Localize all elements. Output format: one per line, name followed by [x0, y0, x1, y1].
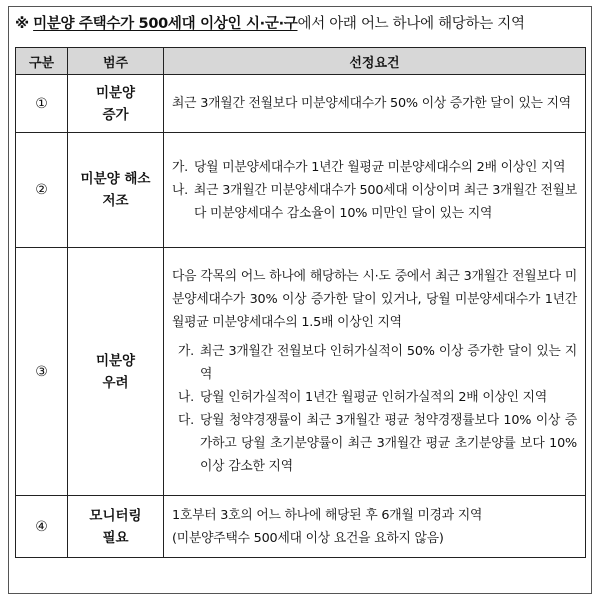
heading-highlight: 미분양 주택수가 500세대 이상인 시·군·구: [33, 16, 298, 32]
row-criteria: [164, 75, 586, 133]
header-no: 구분: [16, 48, 68, 75]
criteria-table: [15, 47, 586, 558]
row-criteria: [164, 496, 586, 558]
row-criteria: [164, 133, 586, 248]
row-category: 미분양 증가: [68, 75, 164, 133]
criteria-item: [172, 156, 577, 179]
criteria-item: [178, 386, 577, 409]
criteria-intro: 다음 각목의 어느 하나에 해당하는 시·도 중에서 최근 3개월간 전월보다 미분양세대수가 30% 이상 증가한 달이 있거나, 당월 미분양세대수가 1년간 월평균 미분양세대수의 1.5배 이상인 지역: [172, 269, 577, 330]
header-criteria: 선정요건: [164, 48, 586, 75]
row-number: ③: [16, 248, 68, 496]
criteria-line: 1호부터 3호의 어느 하나에 해당된 후 6개월 미경과 지역: [172, 507, 483, 523]
item-label: 나.: [178, 390, 195, 405]
row-criteria: [164, 248, 586, 496]
heading-rest: 에서 아래 어느 하나에 해당하는 지역: [297, 16, 525, 32]
header-category: 범주: [68, 48, 164, 75]
row-number: ④: [16, 496, 68, 558]
item-label: 가.: [172, 159, 189, 175]
item-text: 최근 3개월간 전월보다 인허가실적이 50% 이상 증가한 달이 있는 지역: [200, 344, 577, 382]
table-row: [16, 133, 586, 248]
heading: [15, 13, 585, 47]
document-frame: [8, 6, 592, 594]
table-header-row: [16, 48, 586, 75]
row-category: 모니터링 필요: [68, 496, 164, 558]
row-number: ②: [16, 133, 68, 248]
criteria-sublist: [172, 340, 577, 478]
item-text: 최근 3개월간 미분양세대수가 500세대 이상이며 최근 3개월간 전월보다 미분양세대수 감소율이 10% 미만인 달이 있는 지역: [194, 182, 577, 221]
table-row: [16, 496, 586, 558]
item-text: 당월 청약경쟁률이 최근 3개월간 평균 청약경쟁률보다 10% 이상 증가하고 당월 초기분양률이 최근 3개월간 평균 초기분양률 보다 10% 이상 감소한 지역: [200, 413, 577, 474]
reference-mark: ※: [15, 16, 29, 32]
table-row: [16, 75, 586, 133]
item-label: 가.: [178, 344, 195, 359]
table-row: [16, 248, 586, 496]
item-text: 당월 미분양세대수가 1년간 월평균 미분양세대수의 2배 이상인 지역: [194, 159, 566, 175]
item-label: 나.: [172, 182, 189, 198]
row-category: 미분양 해소 저조: [68, 133, 164, 248]
row-category: 미분양 우려: [68, 248, 164, 496]
criteria-text: 최근 3개월간 전월보다 미분양세대수가 50% 이상 증가한 달이 있는 지역: [172, 96, 571, 111]
criteria-item: [178, 340, 577, 386]
criteria-item: [172, 179, 577, 225]
row-number: ①: [16, 75, 68, 133]
criteria-note: (미분양주택수 500세대 이상 요건을 요하지 않음): [172, 530, 444, 546]
item-text: 당월 인허가실적이 1년간 월평균 인허가실적의 2배 이상인 지역: [200, 390, 548, 405]
criteria-item: [178, 409, 577, 478]
item-label: 다.: [178, 413, 195, 428]
